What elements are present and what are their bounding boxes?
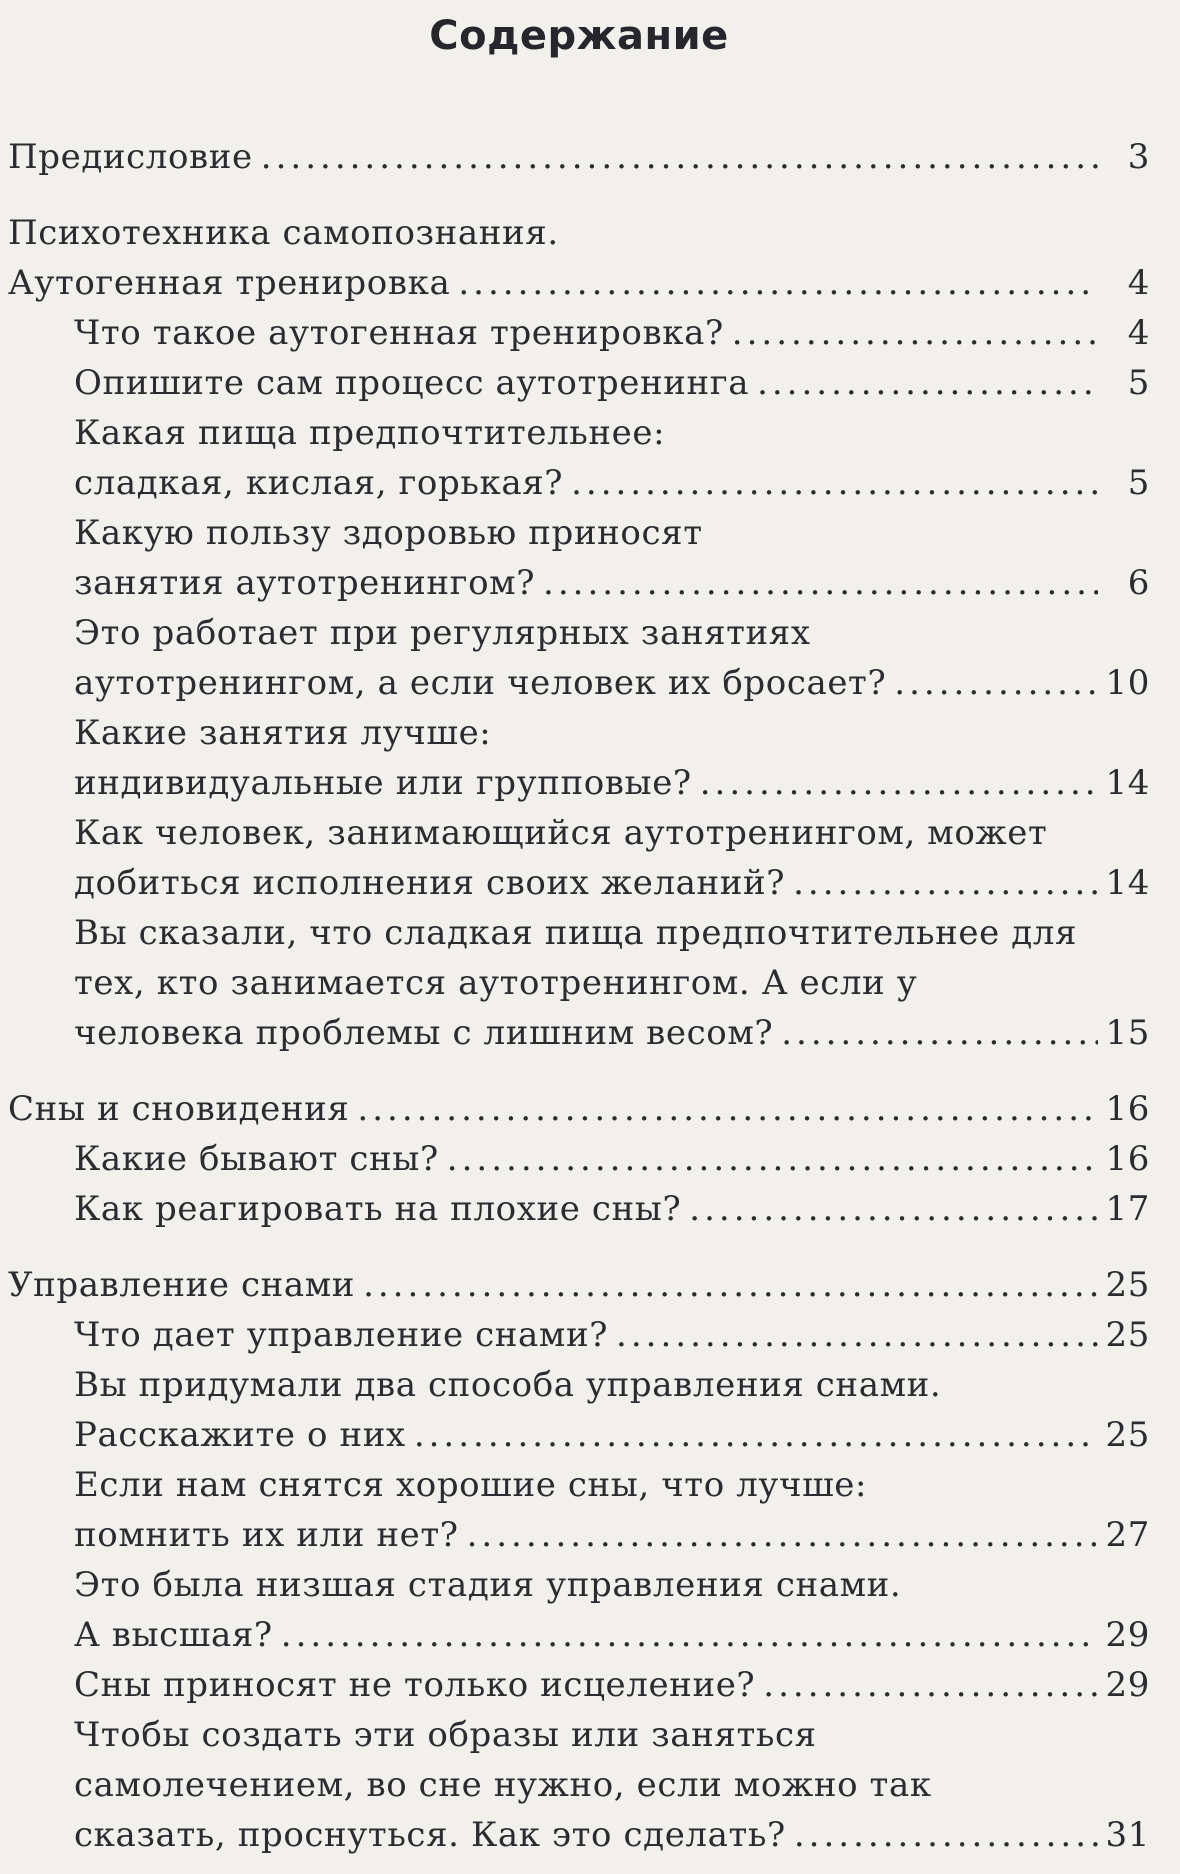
- entry-text-line: Вы сказали, что сладкая пища предпочтительнее для: [74, 913, 1077, 953]
- entry-final-line: [74, 358, 1150, 408]
- toc-subentry[interactable]: [8, 708, 1150, 808]
- entry-final-line: [8, 132, 1150, 182]
- toc-section: [8, 1260, 1150, 1860]
- page-number: 29: [1105, 1665, 1150, 1705]
- entry-text-line: Какая пища предпочтительнее:: [74, 413, 666, 453]
- toc-subentry[interactable]: [8, 1710, 1150, 1860]
- entry-text: Аутогенная тренировка: [8, 263, 451, 303]
- entry-final-line: [74, 1184, 1150, 1234]
- entry-final-line: [74, 758, 1150, 808]
- toc-subentry[interactable]: [8, 358, 1150, 408]
- entry-final-line: [74, 1310, 1150, 1360]
- page-number: 17: [1105, 1189, 1150, 1229]
- entry-text: аутотренингом, а если человек их бросает?: [74, 663, 887, 703]
- dot-leader: [447, 1134, 1098, 1184]
- dot-leader: [689, 1184, 1098, 1234]
- page-number: 14: [1105, 763, 1150, 803]
- dot-leader: [700, 758, 1098, 808]
- dot-leader: [757, 358, 1098, 408]
- entry-text: занятия аутотренингом?: [74, 563, 536, 603]
- entry-text-line: Чтобы создать эти образы или заняться: [74, 1715, 817, 1755]
- toc-subentry[interactable]: [8, 1560, 1150, 1660]
- toc-chapter-entry[interactable]: [8, 1260, 1150, 1310]
- dot-leader: [763, 1660, 1098, 1710]
- toc-section: [8, 1084, 1150, 1234]
- dot-leader: [894, 658, 1098, 708]
- toc-chapter-entry[interactable]: [8, 132, 1150, 182]
- dot-leader: [458, 258, 1098, 308]
- page-number: 4: [1127, 313, 1150, 353]
- entry-text: Расскажите о них: [74, 1415, 406, 1455]
- page-number: 5: [1127, 463, 1150, 503]
- entry-final-line: [74, 558, 1150, 608]
- page-number: 5: [1127, 363, 1150, 403]
- dot-leader: [261, 132, 1098, 182]
- toc-subentry[interactable]: [8, 1184, 1150, 1234]
- dot-leader: [281, 1610, 1098, 1660]
- entry-final-line: [74, 308, 1150, 358]
- page-number: 27: [1105, 1515, 1150, 1555]
- page-number: 4: [1127, 263, 1150, 303]
- page-number: 16: [1105, 1089, 1150, 1129]
- entry-text: человека проблемы с лишним весом?: [74, 1013, 774, 1053]
- dot-leader: [414, 1410, 1098, 1460]
- entry-text-line: Какую пользу здоровью приносят: [74, 513, 703, 553]
- entry-text-line: Психотехника самопознания.: [8, 213, 559, 253]
- page-number: 10: [1105, 663, 1150, 703]
- dot-leader: [781, 1008, 1098, 1058]
- entry-text: Предисловие: [8, 137, 253, 177]
- dot-leader: [794, 1810, 1098, 1860]
- page-number: 6: [1127, 563, 1150, 603]
- entry-final-line: [74, 1410, 1150, 1460]
- page-number: 15: [1105, 1013, 1150, 1053]
- entry-final-line: [74, 1134, 1150, 1184]
- entry-text-line: Это работает при регулярных занятиях: [74, 613, 811, 653]
- entry-final-line: [8, 1084, 1150, 1134]
- entry-text: Какие бывают сны?: [74, 1139, 439, 1179]
- entry-text: А высшая?: [74, 1615, 273, 1655]
- dot-leader: [467, 1510, 1098, 1560]
- toc-section: [8, 132, 1150, 182]
- entry-text: Сны приносят не только исцеление?: [74, 1665, 756, 1705]
- entry-final-line: [74, 1660, 1150, 1710]
- toc-subentry[interactable]: [8, 1460, 1150, 1560]
- entry-text: Сны и сновидения: [8, 1089, 350, 1129]
- toc-chapter-entry[interactable]: [8, 208, 1150, 308]
- toc-subentry[interactable]: [8, 1360, 1150, 1460]
- entry-final-line: [8, 258, 1150, 308]
- page-number: 25: [1105, 1315, 1150, 1355]
- entry-text: Опишите сам процесс аутотренинга: [74, 363, 750, 403]
- entry-text-line: Вы придумали два способа управления снами.: [74, 1365, 942, 1405]
- page-title: Содержание: [429, 13, 729, 59]
- dot-leader: [543, 558, 1098, 608]
- page-number: 14: [1105, 863, 1150, 903]
- toc-subentry[interactable]: [8, 808, 1150, 908]
- toc-subentry[interactable]: [8, 908, 1150, 1058]
- page-number: 16: [1105, 1139, 1150, 1179]
- toc-subentry[interactable]: [8, 1134, 1150, 1184]
- entry-text-line: самолечением, во сне нужно, если можно так: [74, 1765, 932, 1805]
- page-number: 25: [1105, 1415, 1150, 1455]
- toc-subentry[interactable]: [8, 508, 1150, 608]
- entry-text: Что дает управление снами?: [74, 1315, 609, 1355]
- entry-text-line: Как человек, занимающийся аутотренингом, может: [74, 813, 1048, 853]
- entry-text: добиться исполнения своих желаний?: [74, 863, 786, 903]
- page-number: 25: [1105, 1265, 1150, 1305]
- entry-final-line: [74, 658, 1150, 708]
- entry-text: сказать, проснуться. Как это сделать?: [74, 1815, 786, 1855]
- entry-final-line: [74, 458, 1150, 508]
- dot-leader: [732, 308, 1098, 358]
- entry-text: Что такое аутогенная тренировка?: [74, 313, 724, 353]
- toc-chapter-entry[interactable]: [8, 1084, 1150, 1134]
- toc-section: [8, 208, 1150, 1058]
- page-number: 29: [1105, 1615, 1150, 1655]
- dot-leader: [357, 1084, 1098, 1134]
- entry-final-line: [8, 1260, 1150, 1310]
- entry-final-line: [74, 1008, 1150, 1058]
- toc-subentry[interactable]: [8, 1660, 1150, 1710]
- toc-subentry[interactable]: [8, 608, 1150, 708]
- page-number: 3: [1127, 137, 1150, 177]
- table-of-contents: [8, 132, 1150, 1860]
- entry-final-line: [74, 858, 1150, 908]
- page-number: 31: [1105, 1815, 1150, 1855]
- entry-final-line: [74, 1610, 1150, 1660]
- entry-text: сладкая, кислая, горькая?: [74, 463, 564, 503]
- entry-text-line: Какие занятия лучше:: [74, 713, 492, 753]
- toc-subentry[interactable]: [8, 1310, 1150, 1360]
- entry-text-line: Это была низшая стадия управления снами.: [74, 1565, 902, 1605]
- dot-leader: [616, 1310, 1098, 1360]
- entry-text-line: тех, кто занимается аутотренингом. А если у: [74, 963, 918, 1003]
- entry-text: Управление снами: [8, 1265, 356, 1305]
- entry-text: Как реагировать на плохие сны?: [74, 1189, 682, 1229]
- entry-final-line: [74, 1510, 1150, 1560]
- entry-text: индивидуальные или групповые?: [74, 763, 692, 803]
- dot-leader: [793, 858, 1098, 908]
- entry-final-line: [74, 1810, 1150, 1860]
- entry-text-line: Если нам снятся хорошие сны, что лучше:: [74, 1465, 868, 1505]
- toc-subentry[interactable]: [8, 408, 1150, 508]
- entry-text: помнить их или нет?: [74, 1515, 459, 1555]
- dot-leader: [363, 1260, 1098, 1310]
- dot-leader: [571, 458, 1098, 508]
- toc-subentry[interactable]: [8, 308, 1150, 358]
